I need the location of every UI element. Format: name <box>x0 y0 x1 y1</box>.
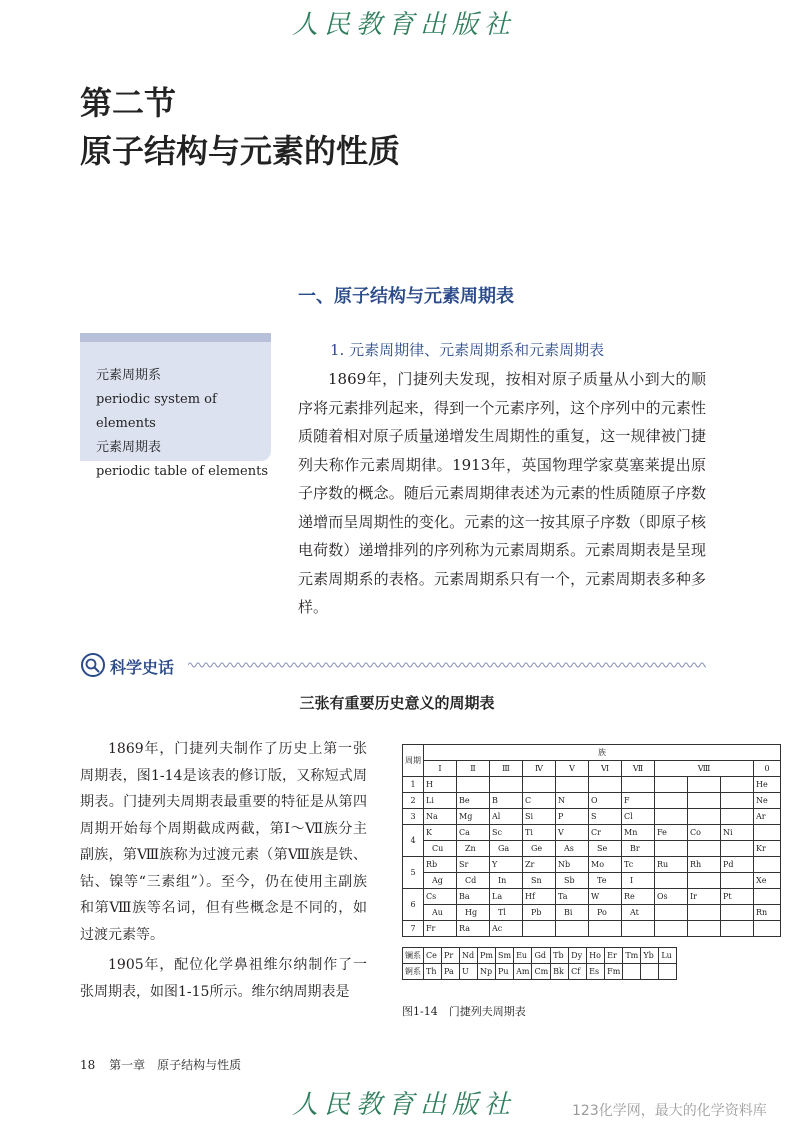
element-cell: Pu <box>496 964 514 980</box>
element-cell: Nd <box>460 948 478 964</box>
element-cell <box>641 964 659 980</box>
element-cell: H <box>424 777 457 793</box>
element-cell <box>655 809 688 825</box>
element-cell <box>688 873 721 889</box>
element-cell: Cf <box>569 964 587 980</box>
element-cell <box>721 793 754 809</box>
series-label: 镧系 <box>403 948 424 964</box>
element-cell: Zr <box>523 857 556 873</box>
element-cell: Ce <box>424 948 442 964</box>
element-cell <box>556 921 589 937</box>
element-cell: Pt <box>721 889 754 905</box>
table-row <box>403 809 781 825</box>
element-cell: Dy <box>569 948 587 964</box>
science-history-icon <box>80 652 106 678</box>
element-cell: Ru <box>655 857 688 873</box>
element-cell <box>556 777 589 793</box>
element-cell <box>721 905 754 921</box>
element-cell: Ho <box>587 948 605 964</box>
element-cell: Ba <box>457 889 490 905</box>
element-cell: Bi <box>556 905 589 921</box>
element-cell: Po <box>589 905 622 921</box>
table-row <box>403 905 781 921</box>
group-label: Ⅶ <box>622 761 655 777</box>
element-cell: O <box>589 793 622 809</box>
science-history-label: 科学史话 <box>110 658 175 677</box>
element-cell <box>655 921 688 937</box>
element-cell: Ni <box>721 825 754 841</box>
element-cell: Ag <box>424 873 457 889</box>
element-cell: Co <box>688 825 721 841</box>
element-cell <box>721 873 754 889</box>
element-cell: Er <box>605 948 623 964</box>
element-cell: Pd <box>721 857 754 873</box>
element-cell: Mo <box>589 857 622 873</box>
element-cell: Lu <box>659 948 677 964</box>
element-cell: Sn <box>523 873 556 889</box>
element-cell: Es <box>587 964 605 980</box>
element-cell <box>721 841 754 857</box>
element-cell: Zn <box>457 841 490 857</box>
element-cell: V <box>556 825 589 841</box>
science-history-title: 三张有重要历史意义的周期表 <box>299 694 495 712</box>
element-cell: Ge <box>523 841 556 857</box>
element-cell: Pb <box>523 905 556 921</box>
element-cell: Bk <box>551 964 569 980</box>
paragraph: 1869年，门捷列夫制作了历史上第一张周期表，图1-14是该表的修订版，又称短式周期表。门捷列夫周期表最重要的特征是从第四周期开始每个周期截成两截，第Ⅰ～Ⅶ族分主副族，第Ⅷ族称为过渡元素（第Ⅷ族是铁、钴、镍等“三素组”）。至今，仍在使用主副族和第Ⅷ族等名词，但有些概念是不同的，如过渡元素等。 <box>80 741 367 943</box>
element-cell <box>659 964 677 980</box>
element-cell <box>623 964 641 980</box>
element-cell: Ti <box>523 825 556 841</box>
element-cell: Tb <box>551 948 569 964</box>
element-cell: Tl <box>490 905 523 921</box>
element-cell: Y <box>490 857 523 873</box>
element-cell: Be <box>457 793 490 809</box>
element-cell <box>589 777 622 793</box>
element-cell <box>622 921 655 937</box>
table-row <box>403 825 781 841</box>
element-cell: Se <box>589 841 622 857</box>
element-cell <box>655 873 688 889</box>
element-cell <box>688 905 721 921</box>
element-cell: Th <box>424 964 442 980</box>
element-cell <box>523 777 556 793</box>
element-cell: Am <box>514 964 532 980</box>
element-cell <box>622 777 655 793</box>
publisher-logo-bottom: 人民教育出版社 <box>292 1090 517 1120</box>
table-row <box>403 841 781 857</box>
publisher-logo-top: 人民教育出版社 <box>292 10 517 40</box>
element-cell: Sc <box>490 825 523 841</box>
group-label: Ⅲ <box>490 761 523 777</box>
glossary-term-cn-2: 元素周期表 <box>96 440 162 455</box>
glossary-term-en-1: periodic system of elements <box>96 392 217 431</box>
element-cell: Te <box>589 873 622 889</box>
element-cell: Si <box>523 809 556 825</box>
table-row <box>403 857 781 873</box>
glossary-term-en-2: periodic table of elements <box>96 464 268 479</box>
element-cell: Pm <box>478 948 496 964</box>
element-cell: Cl <box>622 809 655 825</box>
science-history-text <box>80 736 367 1009</box>
section-number: 第二节 <box>80 84 177 122</box>
element-cell <box>655 905 688 921</box>
series-row <box>403 964 677 980</box>
group-label: Ⅴ <box>556 761 589 777</box>
element-cell <box>523 921 556 937</box>
element-cell: Nb <box>556 857 589 873</box>
element-cell: Ne <box>754 793 781 809</box>
element-cell: Yb <box>641 948 659 964</box>
element-cell: U <box>460 964 478 980</box>
mendeleev-periodic-table <box>402 744 781 980</box>
element-cell <box>688 793 721 809</box>
element-cell: Sb <box>556 873 589 889</box>
element-cell: Al <box>490 809 523 825</box>
element-cell: Np <box>478 964 496 980</box>
element-cell: Ac <box>490 921 523 937</box>
element-cell: Cm <box>532 964 551 980</box>
heading-1: 一、原子结构与元素周期表 <box>298 286 514 307</box>
element-cell: K <box>424 825 457 841</box>
element-cell: Mg <box>457 809 490 825</box>
element-cell: Tm <box>623 948 641 964</box>
element-cell: Gd <box>532 948 551 964</box>
element-cell: Mn <box>622 825 655 841</box>
series-label: 锕系 <box>403 964 424 980</box>
element-cell <box>721 809 754 825</box>
period-header: 周期 <box>403 745 424 777</box>
element-cell: Hg <box>457 905 490 921</box>
chapter-label: 第一章 原子结构与性质 <box>109 1058 242 1072</box>
element-cell <box>688 921 721 937</box>
period-number: 1 <box>403 777 424 793</box>
element-cell <box>457 777 490 793</box>
element-cell: Ar <box>754 809 781 825</box>
element-cell <box>688 777 721 793</box>
page-number: 18 <box>80 1058 96 1072</box>
element-cell: Sr <box>457 857 490 873</box>
element-cell: Fm <box>605 964 623 980</box>
element-cell: B <box>490 793 523 809</box>
science-history-header <box>80 652 706 680</box>
element-cell <box>721 777 754 793</box>
heading-2: 1. 元素周期律、元素周期系和元素周期表 <box>330 341 605 359</box>
element-cell <box>655 841 688 857</box>
table-row <box>403 921 781 937</box>
element-cell: P <box>556 809 589 825</box>
period-number: 6 <box>403 889 424 921</box>
period-number: 5 <box>403 857 424 889</box>
element-cell: Kr <box>754 841 781 857</box>
group-label: Ⅷ <box>655 761 754 777</box>
period-number: 2 <box>403 793 424 809</box>
series-row <box>403 948 677 964</box>
element-cell <box>589 921 622 937</box>
element-cell: Cu <box>424 841 457 857</box>
element-cell: Na <box>424 809 457 825</box>
element-cell: Cs <box>424 889 457 905</box>
element-cell <box>688 841 721 857</box>
table-row <box>403 889 781 905</box>
period-number: 4 <box>403 825 424 857</box>
element-cell: Pr <box>442 948 460 964</box>
element-cell: Ta <box>556 889 589 905</box>
element-cell <box>754 921 781 937</box>
element-cell: Eu <box>514 948 532 964</box>
element-cell: Xe <box>754 873 781 889</box>
paragraph: 1905年，配位化学鼻祖维尔纳制作了一张周期表，如图1-15所示。维尔纳周期表是 <box>80 957 367 1000</box>
element-cell <box>754 825 781 841</box>
element-cell: In <box>490 873 523 889</box>
element-cell: Cr <box>589 825 622 841</box>
section-title: 原子结构与元素的性质 <box>80 132 401 170</box>
table-row <box>403 873 781 889</box>
element-cell: Rh <box>688 857 721 873</box>
element-cell <box>688 809 721 825</box>
glossary-term-cn-1: 元素周期系 <box>96 368 162 383</box>
element-cell: Pa <box>442 964 460 980</box>
element-cell: Br <box>622 841 655 857</box>
element-cell: As <box>556 841 589 857</box>
element-cell: C <box>523 793 556 809</box>
periodic-table-main <box>402 744 781 937</box>
element-cell: Ra <box>457 921 490 937</box>
period-number: 3 <box>403 809 424 825</box>
element-cell: Tc <box>622 857 655 873</box>
element-cell: Os <box>655 889 688 905</box>
wave-divider <box>188 660 706 670</box>
element-cell: Rb <box>424 857 457 873</box>
table-row <box>403 777 781 793</box>
body-text <box>298 365 706 622</box>
element-cell: Ca <box>457 825 490 841</box>
element-cell: Au <box>424 905 457 921</box>
watermark: 123化学网，最大的化学资料库 <box>572 1103 767 1119</box>
group-label: Ⅵ <box>589 761 622 777</box>
paragraph: 1869年，门捷列夫发现，按相对原子质量从小到大的顺序将元素排列起来，得到一个元素序列，这个序列中的元素性质随着相对原子质量递增发生周期性的重复，这一规律被门捷列夫称作元素周期律。1913年，英国物理学家莫塞莱提出原子序数的概念。随后元素周期律表述为元素的性质随原子序数递增而呈周期性的变化。元素的这一按其原子序数（即原子核电荷数）递增排列的序列称为元素周期系。元素周期表是呈现元素周期系的表格。元素周期系只有一个，元素周期表多种多样。 <box>298 370 706 616</box>
element-cell: Rn <box>754 905 781 921</box>
figure-caption: 图1-14 门捷列夫周期表 <box>402 1005 526 1018</box>
element-cell: At <box>622 905 655 921</box>
element-cell: Ga <box>490 841 523 857</box>
element-cell: Fe <box>655 825 688 841</box>
element-cell <box>754 889 781 905</box>
element-cell: F <box>622 793 655 809</box>
element-cell: He <box>754 777 781 793</box>
element-cell: Re <box>622 889 655 905</box>
table-row <box>403 793 781 809</box>
element-cell <box>655 793 688 809</box>
element-cell: Li <box>424 793 457 809</box>
periodic-table-series <box>402 947 677 980</box>
page-footer <box>80 1056 241 1073</box>
group-label: Ⅰ <box>424 761 457 777</box>
element-cell: Hf <box>523 889 556 905</box>
element-cell: Fr <box>424 921 457 937</box>
element-cell: I <box>622 873 655 889</box>
group-header: 族 <box>424 745 781 761</box>
period-number: 7 <box>403 921 424 937</box>
element-cell <box>655 777 688 793</box>
element-cell: Cd <box>457 873 490 889</box>
glossary-sidebar <box>80 333 271 479</box>
element-cell: Ir <box>688 889 721 905</box>
group-label: Ⅳ <box>523 761 556 777</box>
group-label: Ⅱ <box>457 761 490 777</box>
group-label: 0 <box>754 761 781 777</box>
element-cell: W <box>589 889 622 905</box>
element-cell: La <box>490 889 523 905</box>
element-cell: N <box>556 793 589 809</box>
element-cell <box>754 857 781 873</box>
element-cell: S <box>589 809 622 825</box>
element-cell <box>721 921 754 937</box>
element-cell: Sm <box>496 948 514 964</box>
element-cell <box>490 777 523 793</box>
